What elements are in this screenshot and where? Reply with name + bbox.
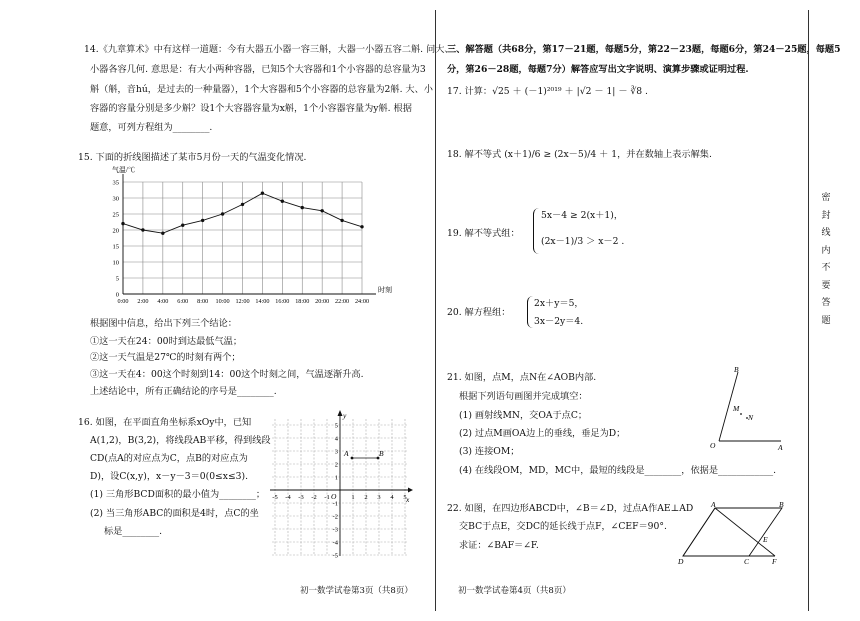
x-tick-label: 3 [377, 494, 381, 501]
x-axis-arrow [408, 488, 413, 493]
label-d: D [678, 557, 684, 566]
x-tick-label: -3 [298, 494, 304, 501]
point-m [740, 413, 742, 415]
chart-data-point [161, 232, 164, 235]
chart-data-point [121, 222, 124, 225]
q17: 17. 计算：√25 ＋ (－1)²⁰¹⁹ ＋ |√2 － 1| － ∛8 . [447, 86, 648, 97]
chart-x-tick-label: 12:00 [235, 298, 250, 305]
temperature-chart-svg [100, 166, 390, 306]
chart-data-point [360, 225, 363, 228]
label-b: B [379, 449, 384, 458]
label-b: B [779, 500, 784, 509]
chart-y-tick-label: 20 [112, 227, 119, 235]
q21-line-2: 根据下列语句画图并完成填空： [459, 391, 588, 402]
right-footer: 初一数学试卷第4页（共8页） [458, 586, 571, 596]
q14-line-4: 容器的容量分别是多少斛？设1个大容器容量为x斛，1个小容器容量为y斛. 根据 [90, 103, 412, 114]
y-tick-label: 5 [334, 422, 338, 430]
page-divider [435, 10, 436, 611]
q21-line-6: (4) 在线段OM，MD，MC中，最短的线段是________，依据是____________. [459, 465, 777, 476]
chart-x-tick-label: 0:00 [117, 298, 129, 305]
q20-prefix: 20. 解方程组： [447, 307, 511, 318]
label-x: x [406, 495, 410, 504]
chart-data-point [221, 212, 224, 215]
chart-y-axis-label: 气温/℃ [112, 166, 135, 174]
left-footer: 初一数学试卷第3页（共8页） [300, 586, 413, 596]
binding-char: 密 [821, 193, 831, 203]
x-tick-label: 2 [364, 494, 368, 501]
q19-line-1: 5x－4 ≥ 2(x＋1)， [541, 210, 624, 221]
x-tick-label: 5 [403, 494, 407, 501]
chart-data-point [320, 209, 323, 212]
x-tick-label: 1 [351, 494, 355, 501]
q15-title: 15. 下面的折线图描述了某市5月份一天的气温变化情况. [78, 152, 307, 163]
label-m: M [733, 404, 740, 413]
chart-x-axis-label: 时刻 [378, 286, 392, 294]
chart-x-tick-label: 10:00 [215, 298, 230, 305]
temperature-line-chart [100, 166, 390, 306]
chart-y-tick-label: 25 [112, 211, 119, 219]
chart-x-tick-label: 2:00 [137, 298, 149, 305]
quadrilateral-figure [675, 498, 793, 566]
q22-line-3: 求证：∠BAF＝∠F. [459, 540, 539, 551]
q15-after-2: ①这一天在24：00时到达最低气温； [90, 336, 243, 347]
chart-data-point [201, 219, 204, 222]
label-a: A [778, 443, 783, 452]
chart-y-tick-label: 5 [115, 275, 119, 283]
angle-aob-figure [705, 362, 795, 452]
label-o: O [331, 492, 337, 501]
y-tick-label: 2 [334, 461, 338, 469]
q20-line-2: 3x－2y＝4. [534, 316, 584, 327]
chart-y-tick-label: 30 [112, 195, 119, 203]
y-axis-arrow [338, 410, 343, 416]
x-tick-label: -4 [285, 494, 291, 501]
q19-prefix: 19. 解不等式组： [447, 228, 520, 239]
q21-line-1: 21. 如图，点M，点N在∠AOB内部. [447, 372, 597, 383]
x-tick-label: -1 [324, 494, 330, 501]
q14-line-2: 小器各容几何. 意思是：有大小两种容器，已知5个大容器和1个小容器的总容量为3 [90, 64, 426, 75]
q21-line-3: (1) 画射线MN，交OA于点C； [459, 410, 588, 421]
label-y: y [343, 411, 347, 420]
q16-line-2: A(1,2)，B(3,2)，将线段AB平移，得到线段 [90, 435, 271, 446]
chart-y-tick-label: 15 [112, 243, 119, 251]
binding-char: 要 [821, 280, 831, 291]
side-da [683, 508, 715, 556]
chart-data-point [241, 203, 244, 206]
chart-x-tick-label: 6:00 [177, 298, 189, 305]
q15-after-3: ②这一天气温是27℃的时刻有两个； [90, 352, 241, 363]
section-header-1: 三、解答题（共68分，第17－21题，每题5分，第22－23题，每题6分，第24－25题，每题5 [447, 44, 841, 55]
chart-data-point [340, 219, 343, 222]
binding-char: 不 [821, 263, 831, 273]
q18: 18. 解不等式 (x＋1)/6 ≥ (2x－5)/4 ＋ 1，并在数轴上表示解集. [447, 149, 712, 160]
binding-char: 线 [821, 228, 831, 238]
q14-line-1: 14.《九章算术》中有这样一道题：今有大器五小器一容三斛，大器一小器五容二斛. 问大、 [84, 44, 454, 55]
binding-char: 封 [821, 210, 831, 221]
q19-line-2: (2x－1)/3 ＞ x－2 . [541, 236, 625, 247]
chart-x-tick-label: 22:00 [335, 298, 350, 305]
y-tick-label: 4 [334, 435, 338, 443]
x-tick-label: -5 [272, 494, 278, 501]
q14-line-3: 斛（斛，音hú，是过去的一种量器），1个大容器和5个小容器的总容量为2斛. 大、小 [90, 84, 433, 95]
coordinate-grid [268, 410, 413, 558]
chart-data-point [261, 192, 264, 195]
label-f: F [772, 557, 777, 566]
y-tick-label: -3 [332, 526, 338, 534]
q14-line-5: 题意，可列方程组为________. [90, 122, 213, 133]
quadrilateral-svg [675, 498, 793, 566]
chart-data-point [141, 228, 144, 231]
chart-y-tick-label: 0 [115, 291, 119, 299]
label-n: N [748, 413, 754, 422]
q16-line-5: (1) 三角形BCD面积的最小值为________； [90, 489, 266, 500]
chart-x-tick-label: 8:00 [197, 298, 209, 305]
q15-after-4: ③这一天在4：00这个时刻到14：00这个时刻之间，气温逐渐升高. [90, 369, 364, 380]
q15-after-1: 根据图中信息，给出下列三个结论： [90, 318, 237, 329]
q19-brace [533, 208, 540, 254]
q22-line-1: 22. 如图，在四边形ABCD中，∠B＝∠D，过点A作AE⊥AD [447, 503, 694, 514]
label-c: C [744, 557, 750, 566]
y-tick-label: 3 [334, 448, 338, 456]
angle-aob-svg [705, 362, 795, 452]
binding-notice [814, 190, 838, 490]
label-e: E [763, 535, 768, 544]
chart-x-tick-label: 16:00 [275, 298, 290, 305]
chart-x-tick-label: 20:00 [315, 298, 330, 305]
label-a: A [711, 500, 716, 509]
q21-line-5: (3) 连接OM； [459, 446, 520, 457]
section-header-2: 分，第26－28题，每题7分）解答应写出文字说明、演算步骤或证明过程. [447, 64, 749, 75]
q16-line-3: CD(点A的对应点为C，点B的对应点为 [90, 453, 248, 464]
y-tick-label: 1 [334, 474, 338, 482]
label-a: A [344, 449, 349, 458]
chart-y-tick-label: 10 [112, 259, 119, 267]
chart-data-point [301, 206, 304, 209]
chart-y-tick-label: 35 [112, 179, 119, 187]
y-tick-label: -5 [332, 552, 338, 558]
quad-abcd [683, 508, 782, 556]
label-b: B [734, 365, 739, 374]
binding-char: 题 [821, 315, 831, 326]
q15-after-5: 上述结论中，所有正确结论的序号是________. [90, 386, 277, 397]
q22-line-2: 交BC于点E，交DC的延长线于点F，∠CEF＝90°. [459, 521, 667, 532]
chart-data-point [181, 224, 184, 227]
binding-char: 内 [821, 245, 831, 256]
chart-x-tick-label: 24:00 [354, 298, 370, 305]
x-tick-label: 4 [390, 494, 394, 501]
x-tick-label: -2 [311, 494, 317, 501]
q16-line-7: 标是________. [104, 526, 163, 537]
label-o: O [710, 441, 716, 450]
coordinate-grid-svg [268, 410, 413, 558]
chart-data-point [281, 200, 284, 203]
point-a [351, 457, 354, 460]
q20-brace [527, 296, 534, 328]
q16-line-4: D)，设C(x,y)，x－y－3＝0(0≤x≤3). [90, 471, 248, 482]
q21-line-4: (2) 过点M画OA边上的垂线，垂足为D； [459, 428, 626, 439]
chart-x-tick-label: 4:00 [157, 298, 169, 305]
y-tick-label: -1 [332, 500, 338, 508]
q16-line-1: 16. 如图，在平面直角坐标系xOy中，已知 [78, 417, 252, 428]
y-tick-label: -4 [332, 539, 338, 547]
binding-line [808, 10, 809, 611]
chart-x-tick-label: 14:00 [255, 298, 270, 305]
binding-char: 答 [821, 298, 831, 308]
y-tick-label: -2 [332, 513, 338, 521]
chart-x-tick-label: 18:00 [295, 298, 310, 305]
q16-line-6: (2) 当三角形ABC的面积是4时，点C的坐 [90, 508, 259, 519]
q20-line-1: 2x＋y＝5， [534, 298, 584, 309]
